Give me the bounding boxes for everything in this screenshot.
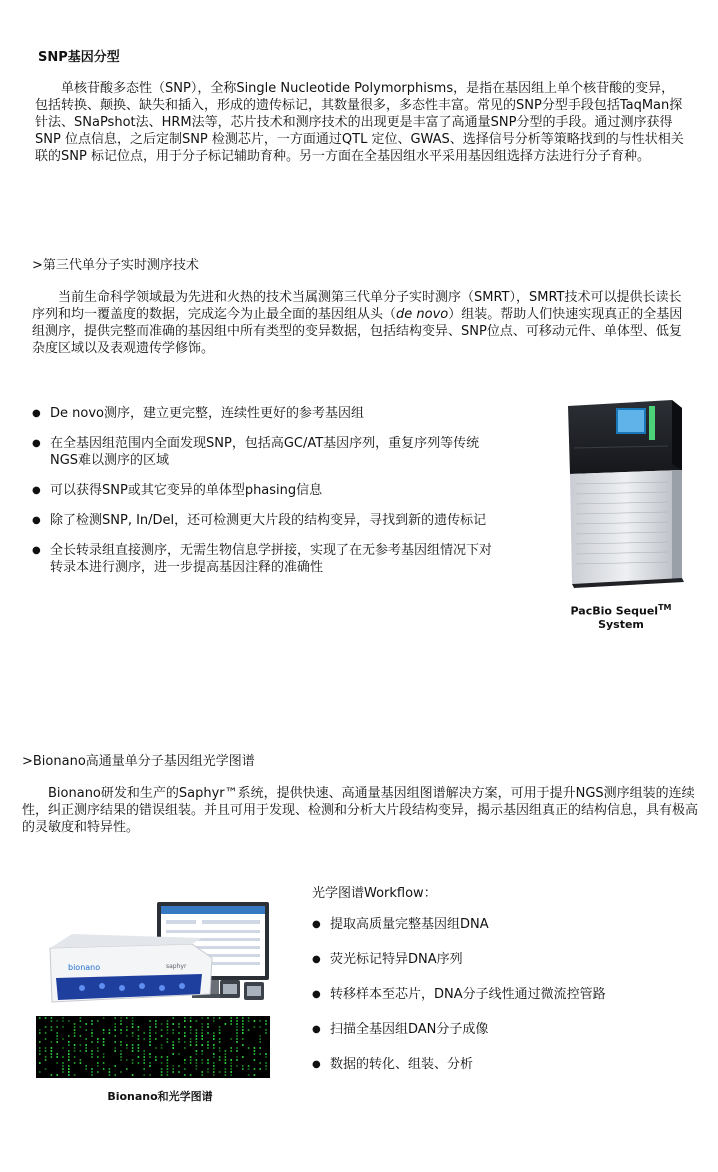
- smrt-paragraph: 当前生命科学领域最为先进和火热的技术当属测第三代单分子实时测序（SMRT），SMRT技术可以提供长读长序列和均一覆盖度的数据，完成迄今为止最全面的基因组从头（de novo）组装。帮助人们快速实现真正的全基因组测序，提供完整而准确的基因组中所有类型的变异数据，包括结构变异、SNP位点、可移动元件、单体型、低复杂度区域以及表观遗传学修饰。: [32, 290, 683, 356]
- smrt-feature-list: [32, 405, 494, 576]
- pacbio-caption: PacBio Sequel™ System: [570, 603, 672, 631]
- list-item: ● 除了检测SNP, In/Del，还可检测更大片段的结构变异，寻找到新的遗传标记: [32, 512, 494, 529]
- bionano-caption: Bionano和光学图谱: [107, 1090, 213, 1103]
- list-item: ● De novo测序，建立更完整，连续性更好的参考基因组: [32, 405, 494, 422]
- workflow-list: [312, 916, 712, 1073]
- device-model-label: saphyr: [166, 963, 187, 970]
- bionano-paragraph: Bionano研发和生产的Saphyr™系统，提供快速、高通量基因组图谱解决方案，可用于提升NGS测序组装的连续性，纠正测序结果的错误组装。并且可用于发现、检测和分析大片段结构变异，揭示基因组真正的结构信息，具有极高的灵敏度和特异性。: [22, 786, 699, 835]
- snp-paragraph: 单核苷酸多态性（SNP），全称Single Nucleotide Polymorphisms，是指在基因组上单个核苷酸的变异，包括转换、颠换、缺失和插入，形成的遗传标记，其数量很多，多态性丰富。常见的SNP分型手段包括TaqMan探针法、SNaPshot法、HRM法等，芯片技术和测序技术的出现更是丰富了高通量SNP分型的手段。通过测序获得SNP 位点信息，之后定制SNP 检测芯片，一方面通过QTL 定位、GWAS、选择信号分析等策略找到的与性状相关联的SNP 标记位点，用于分子标记辅助育种。另一方面在全基因组水平采用基因组选择方法进行分子育种。: [35, 81, 684, 164]
- list-item: ● 提取高质量完整基因组DNA: [312, 916, 712, 933]
- device-brand-label: bionano: [68, 963, 101, 972]
- pacbio-sequel-image: [560, 398, 686, 588]
- list-item: ● 转移样本至芯片，DNA分子线性通过微流控管路: [312, 986, 712, 1003]
- list-item: ● 数据的转化、组装、分析: [312, 1056, 712, 1073]
- snp-title: SNP基因分型: [38, 50, 120, 65]
- smrt-heading: >第三代单分子实时测序技术: [32, 258, 199, 273]
- list-item: ● 在全基因组范围内全面发现SNP，包括高GC/AT基因序列，重复序列等传统NGS难以测序的区域: [32, 435, 494, 469]
- workflow-title: 光学图谱Workflow：: [312, 886, 437, 901]
- list-item: ● 扫描全基因组DAN分子成像: [312, 1021, 712, 1038]
- bionano-heading: >Bionano高通量单分子基因组光学图谱: [22, 754, 255, 769]
- optical-map-image: [36, 1016, 270, 1078]
- saphyr-system-image: [42, 898, 272, 1010]
- list-item: ● 荧光标记特异DNA序列: [312, 951, 712, 968]
- list-item: ● 可以获得SNP或其它变异的单体型phasing信息: [32, 482, 494, 499]
- list-item: ● 全长转录组直接测序，无需生物信息学拼接，实现了在无参考基因组情况下对转录本进行测序，进一步提高基因注释的准确性: [32, 542, 494, 576]
